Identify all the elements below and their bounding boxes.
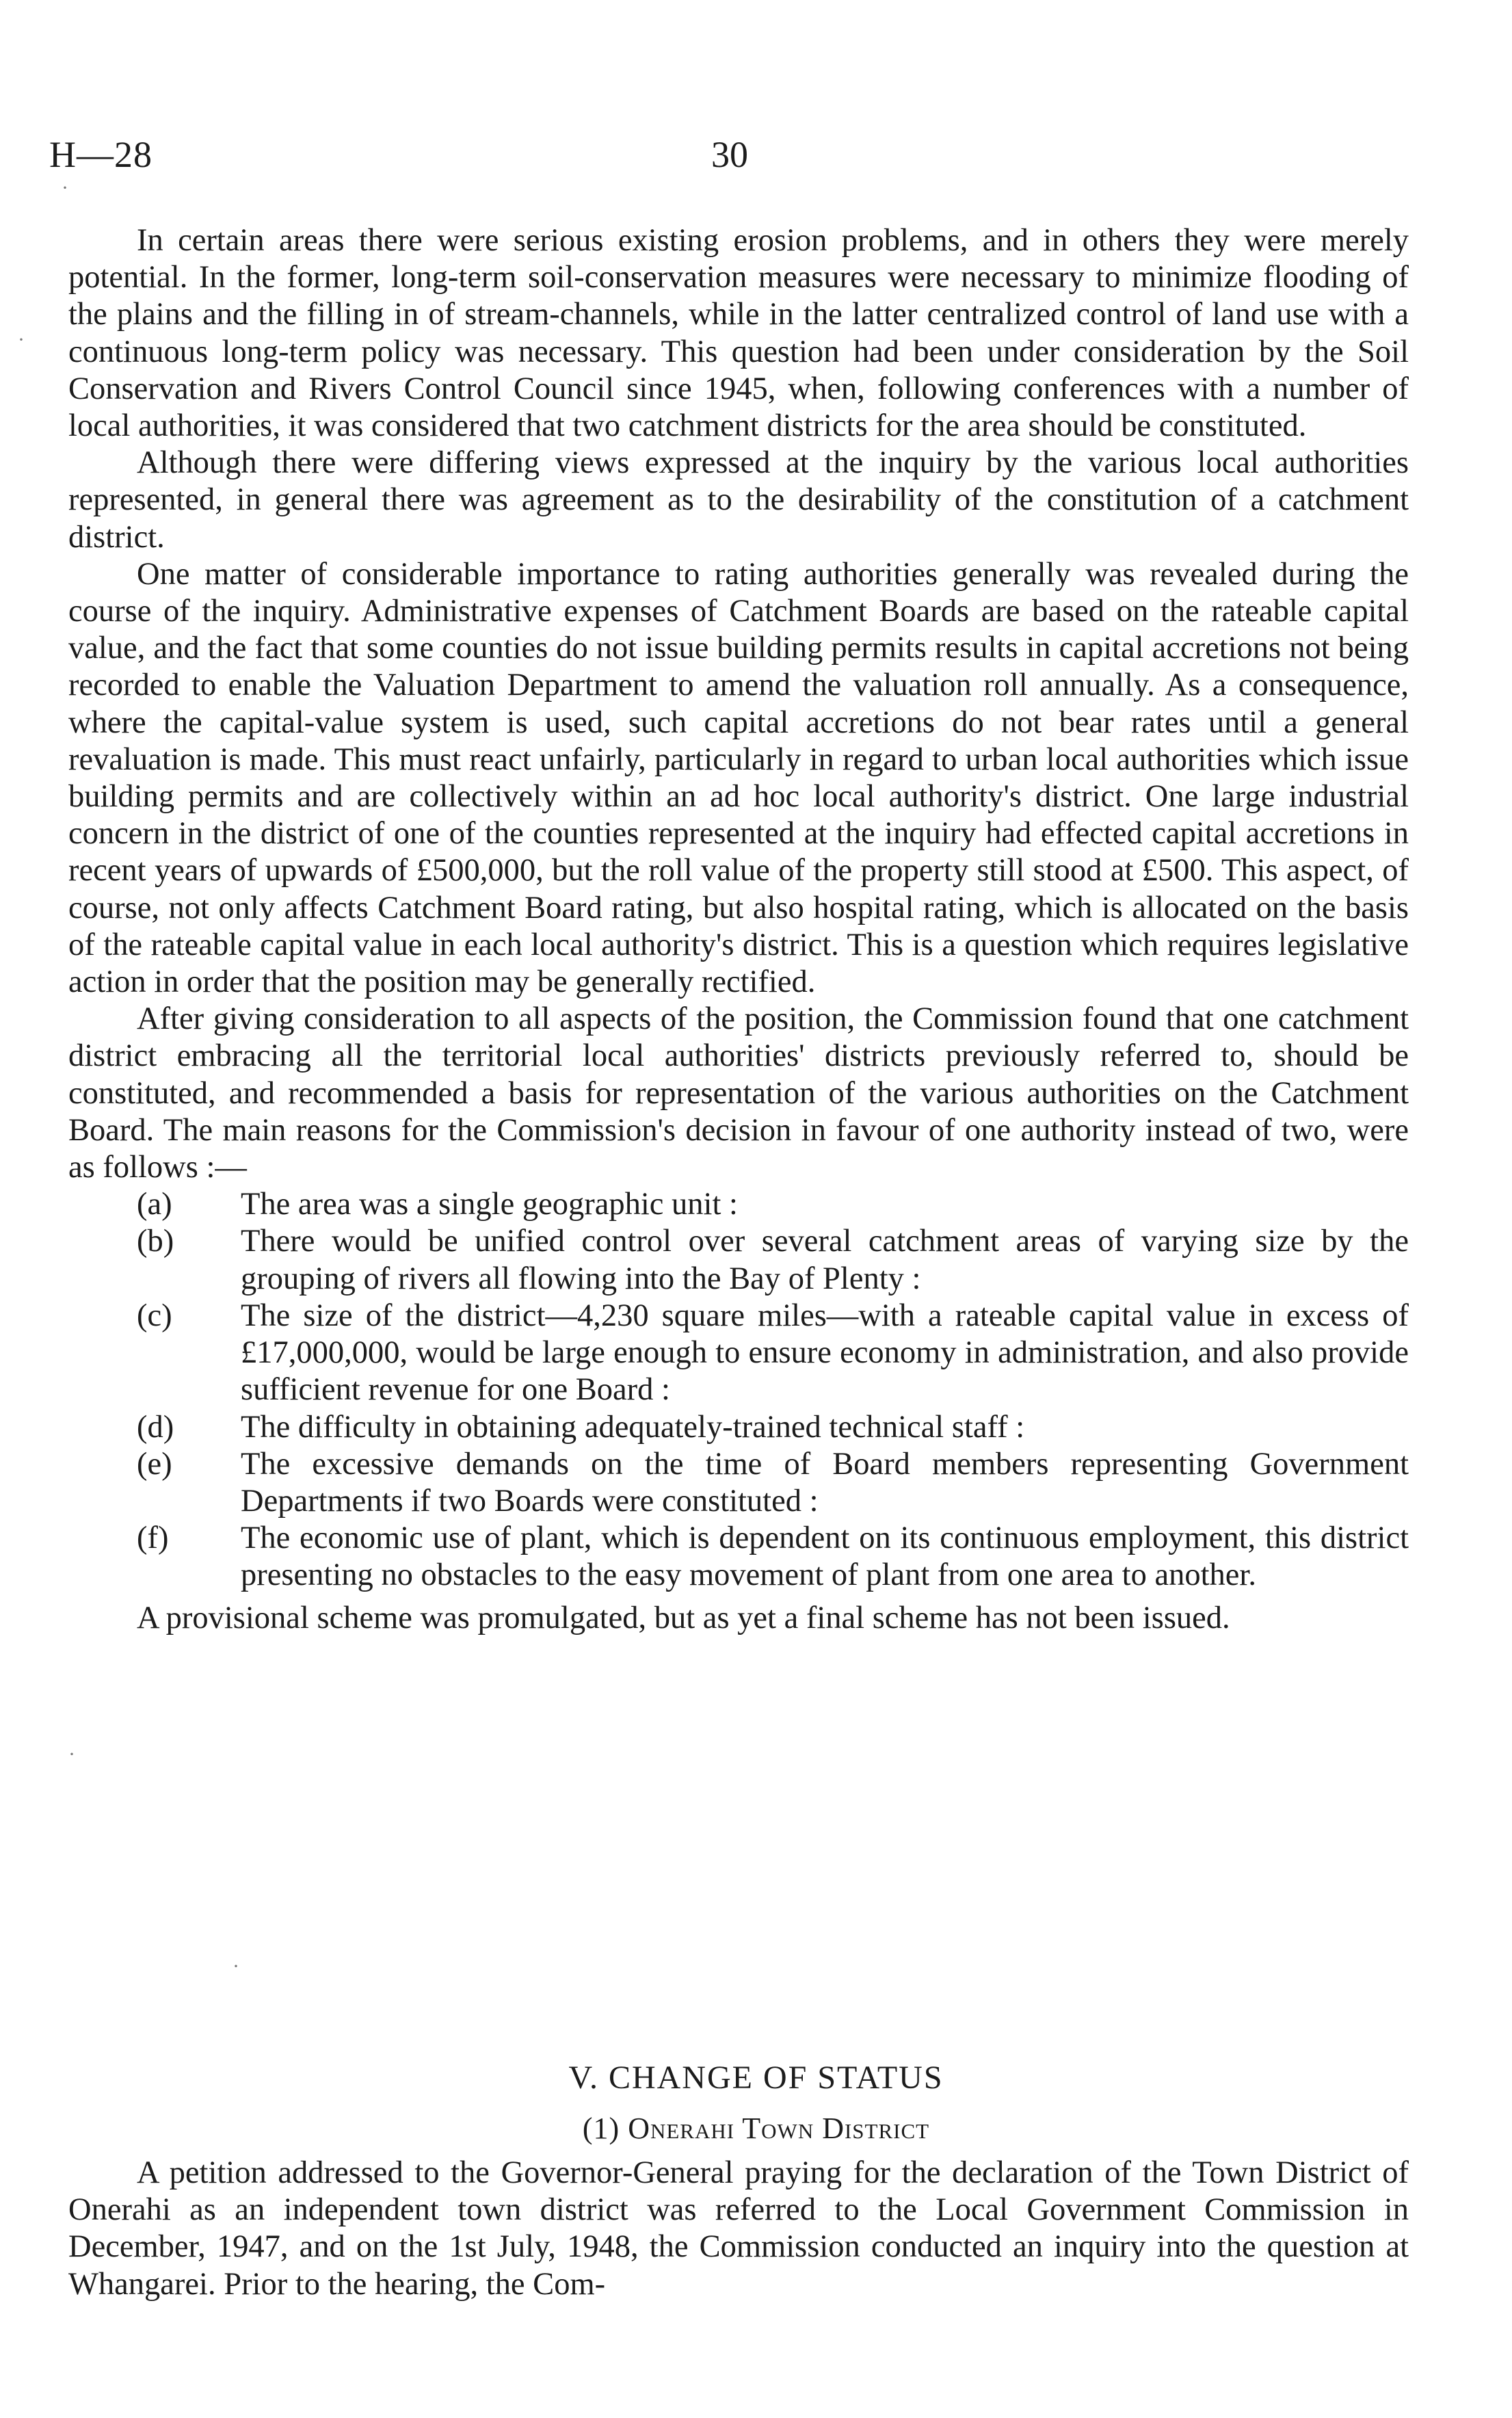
list-marker: (c) (137, 1298, 172, 1333)
margin-dot: · (233, 1955, 239, 1977)
list-item-text: The economic use of plant, which is dependent on its continuous employment, this district presenting no obstacles to the easy movement of plant from one area to another. (241, 1521, 1409, 1593)
margin-dot: · (62, 176, 68, 199)
margin-dot: · (68, 1743, 75, 1765)
list-item (68, 1446, 1409, 1520)
list-item (68, 1223, 1409, 1297)
paragraph-views: Although there were differing views expressed at the inquiry by the various local authorities represented, in general there was agreement as to the desirability of the constitution of a catchment district. (68, 445, 1409, 555)
page-number: 30 (711, 134, 748, 175)
section-title: V. CHANGE OF STATUS (568, 2060, 944, 2096)
margin-dot: · (18, 328, 25, 351)
list-item-text: There would be unified control over several catchment areas of varying size by the grouping of rivers all flowing into the Bay of Plenty : (241, 1224, 1409, 1296)
list-item-text: The size of the district—4,230 square miles—with a rateable capital value in excess of £17,000,000, would be large enough to ensure economy in administration, and also provide sufficient revenue for one Board : (241, 1298, 1409, 1408)
list-item (68, 1520, 1409, 1594)
paragraph-erosion: In certain areas there were serious existing erosion problems, and in others they were merely potential. In the former, long-term soil-conservation measures were necessary to minimize flooding of the plains and the filling in of stream-channels, while in the latter centralized control of land use with a continuous long-term policy was necessary. This question had been under consideration by the Soil Conservation and Rivers Control Council since 1945, when, following conferences with a number of local authorities, it was considered that two catchment districts for the area should be constituted. (68, 223, 1409, 444)
list-item (68, 1409, 1409, 1446)
list-marker: (e) (137, 1446, 172, 1482)
list-item (68, 1186, 1409, 1223)
paragraph-decision: After giving consideration to all aspects of the position, the Commission found that one catchment district embracing all the territorial local authorities' districts previously referred to, should be constituted, and recommended a basis for representation of the various authorities on the Catchment Board. The main reasons for the Commission's decision in favour of one authority instead of two, were as follows :— (68, 1001, 1409, 1185)
list-marker: (a) (137, 1187, 172, 1222)
paragraph-rating: One matter of considerable importance to rating authorities generally was revealed during the course of the inquiry. Administrative expenses of Catchment Boards are based on the rateable capital value, and the fact that some counties do not issue building permits results in capital accretions not being recorded to enable the Valuation Department to amend the valuation roll annually. As a consequence, where the capital-value system is used, such capital accretions do not bear rates until a general revaluation is made. This must react unfairly, particularly in regard to urban local authorities which issue building permits and are collectively within an ad hoc local authority's district. One large industrial concern in the district of one of the counties represented at the inquiry had effected capital accretions in recent years of upwards of £500,000, but the roll value of the property still stood at £500. This aspect, of course, not only affects Catchment Board rating, but also hospital rating, which is allocated on the basis of the rateable capital value in each local authority's district. This is a question which requires legislative action in order that the position may be generally rectified. (68, 556, 1409, 1000)
list-item-text: The excessive demands on the time of Board members representing Government Departments if two Boards were constituted : (241, 1446, 1409, 1519)
list-marker: (d) (137, 1409, 174, 1445)
list-item-text: The difficulty in obtaining adequately-trained technical staff : (241, 1409, 1025, 1445)
subsection-title: (1) Onerahi Town District (582, 2112, 930, 2145)
list-item (68, 1298, 1409, 1409)
list-marker: (b) (137, 1224, 174, 1259)
paragraph-conclusion: A provisional scheme was promulgated, but as yet a final scheme has not been issued. (137, 1600, 1230, 1635)
body-text (68, 222, 1409, 1637)
paragraph-onerahi: A petition addressed to the Governor-General praying for the declaration of the Town District of Onerahi as an independent town district was referred to the Local Government Commission in December, 1947, and on the 1st July, 1948, the Commission conducted an inquiry into the question at Whangarei. Prior to the hearing, the Com- (68, 2155, 1409, 2302)
reasons-list (68, 1186, 1409, 1594)
list-item-text: The area was a single geographic unit : (241, 1187, 738, 1222)
report-code: H—28 (49, 134, 152, 175)
list-marker: (f) (137, 1521, 169, 1556)
